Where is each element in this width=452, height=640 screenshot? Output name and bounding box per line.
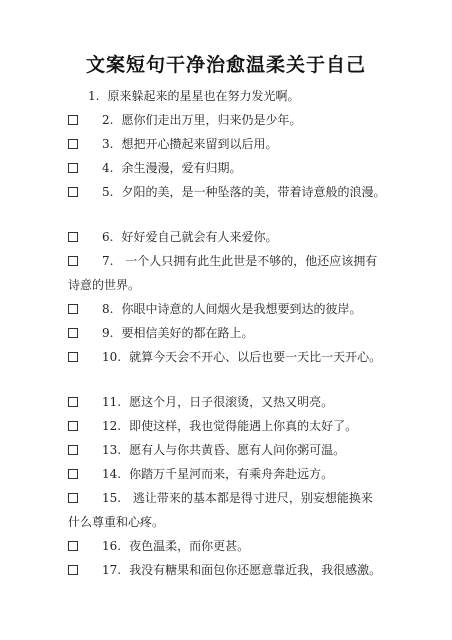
item-number: 6. [102, 230, 114, 244]
item-text-continuation: 诗意的世界。 [68, 278, 141, 292]
item-number: 8. [102, 302, 114, 316]
item-number: 2. [102, 113, 114, 127]
item-text: 愿你们走出万里，归来仍是少年。 [121, 113, 302, 127]
checkbox[interactable] [68, 115, 78, 125]
list-item [68, 132, 398, 156]
list-item [68, 249, 398, 297]
item-text: 要相信美好的都在路上。 [121, 326, 254, 340]
list-item [68, 225, 398, 249]
item-number: 9. [102, 326, 114, 340]
item-text: 好好爱自己就会有人来爱你。 [121, 230, 278, 244]
item-text-continuation: 什么尊重和心疼。 [68, 515, 165, 529]
checkbox[interactable] [68, 352, 78, 362]
item-text: 就算今天会不开心、以后也要一天比一天开心。 [129, 350, 382, 364]
item-text: 愿这个月，日子很滚烫，又热又明亮。 [129, 395, 334, 409]
item-text: 即使这样，我也觉得能遇上你真的太好了。 [129, 419, 358, 433]
item-number: 5. [102, 185, 114, 199]
checkbox[interactable] [68, 493, 78, 503]
item-number: 4. [102, 161, 114, 175]
item-text: 原来躲起来的星星也在努力发光啊。 [107, 89, 300, 103]
list-item [68, 414, 398, 438]
checkbox[interactable] [68, 565, 78, 575]
item-number: 17. [102, 563, 122, 577]
checkbox[interactable] [68, 469, 78, 479]
checkbox[interactable] [68, 187, 78, 197]
item-number: 3. [102, 137, 114, 151]
checkbox[interactable] [68, 232, 78, 242]
checkbox[interactable] [68, 445, 78, 455]
checkbox[interactable] [68, 304, 78, 314]
item-text: 余生漫漫，爱有归期。 [121, 161, 242, 175]
item-number: 11. [102, 395, 122, 409]
item-number: 15. [102, 491, 122, 505]
item-text: 我没有糖果和面包你还愿意靠近我，我很感激。 [129, 563, 382, 577]
list-item [88, 84, 418, 108]
list-item [68, 486, 398, 534]
item-number: 13. [102, 443, 122, 457]
checkbox[interactable] [68, 328, 78, 338]
list-item [68, 438, 398, 462]
item-number: 12. [102, 419, 122, 433]
list-item [68, 108, 398, 132]
list-item [68, 558, 398, 582]
checkbox[interactable] [68, 256, 78, 266]
list-item [68, 297, 398, 321]
checkbox[interactable] [68, 421, 78, 431]
list-item [68, 156, 398, 180]
item-number: 10. [102, 350, 122, 364]
page-title: 文案短句干净治愈温柔关于自己 [85, 54, 366, 76]
checkbox[interactable] [68, 139, 78, 149]
item-text: 愿有人与你共黄昏、愿有人问你粥可温。 [129, 443, 346, 457]
item-text: 夜色温柔，而你更甚。 [129, 539, 250, 553]
checkbox[interactable] [68, 541, 78, 551]
item-number: 16. [102, 539, 122, 553]
list-item [68, 345, 398, 369]
checkbox[interactable] [68, 397, 78, 407]
checkbox[interactable] [68, 163, 78, 173]
item-text: 你眼中诗意的人间烟火是我想要到达的彼岸。 [121, 302, 362, 316]
item-text: 一个人只拥有此生此世是不够的，他还应该拥有 [121, 254, 378, 268]
item-number: 14. [102, 467, 122, 481]
list-item [68, 180, 398, 204]
item-text: 夕阳的美，是一种坠落的美，带着诗意般的浪漫。 [121, 185, 386, 199]
list-item [68, 534, 398, 558]
list-item [68, 462, 398, 486]
item-number: 7. [102, 254, 114, 268]
item-text: 逃让带来的基本都是得寸进尺，别妄想能换来 [129, 491, 373, 505]
list-item [68, 321, 398, 345]
item-text: 你踏万千星河而来，有乘舟奔赴远方。 [129, 467, 334, 481]
item-text: 想把开心攒起来留到以后用。 [121, 137, 278, 151]
list-item [68, 390, 398, 414]
item-number: 1. [88, 89, 100, 103]
